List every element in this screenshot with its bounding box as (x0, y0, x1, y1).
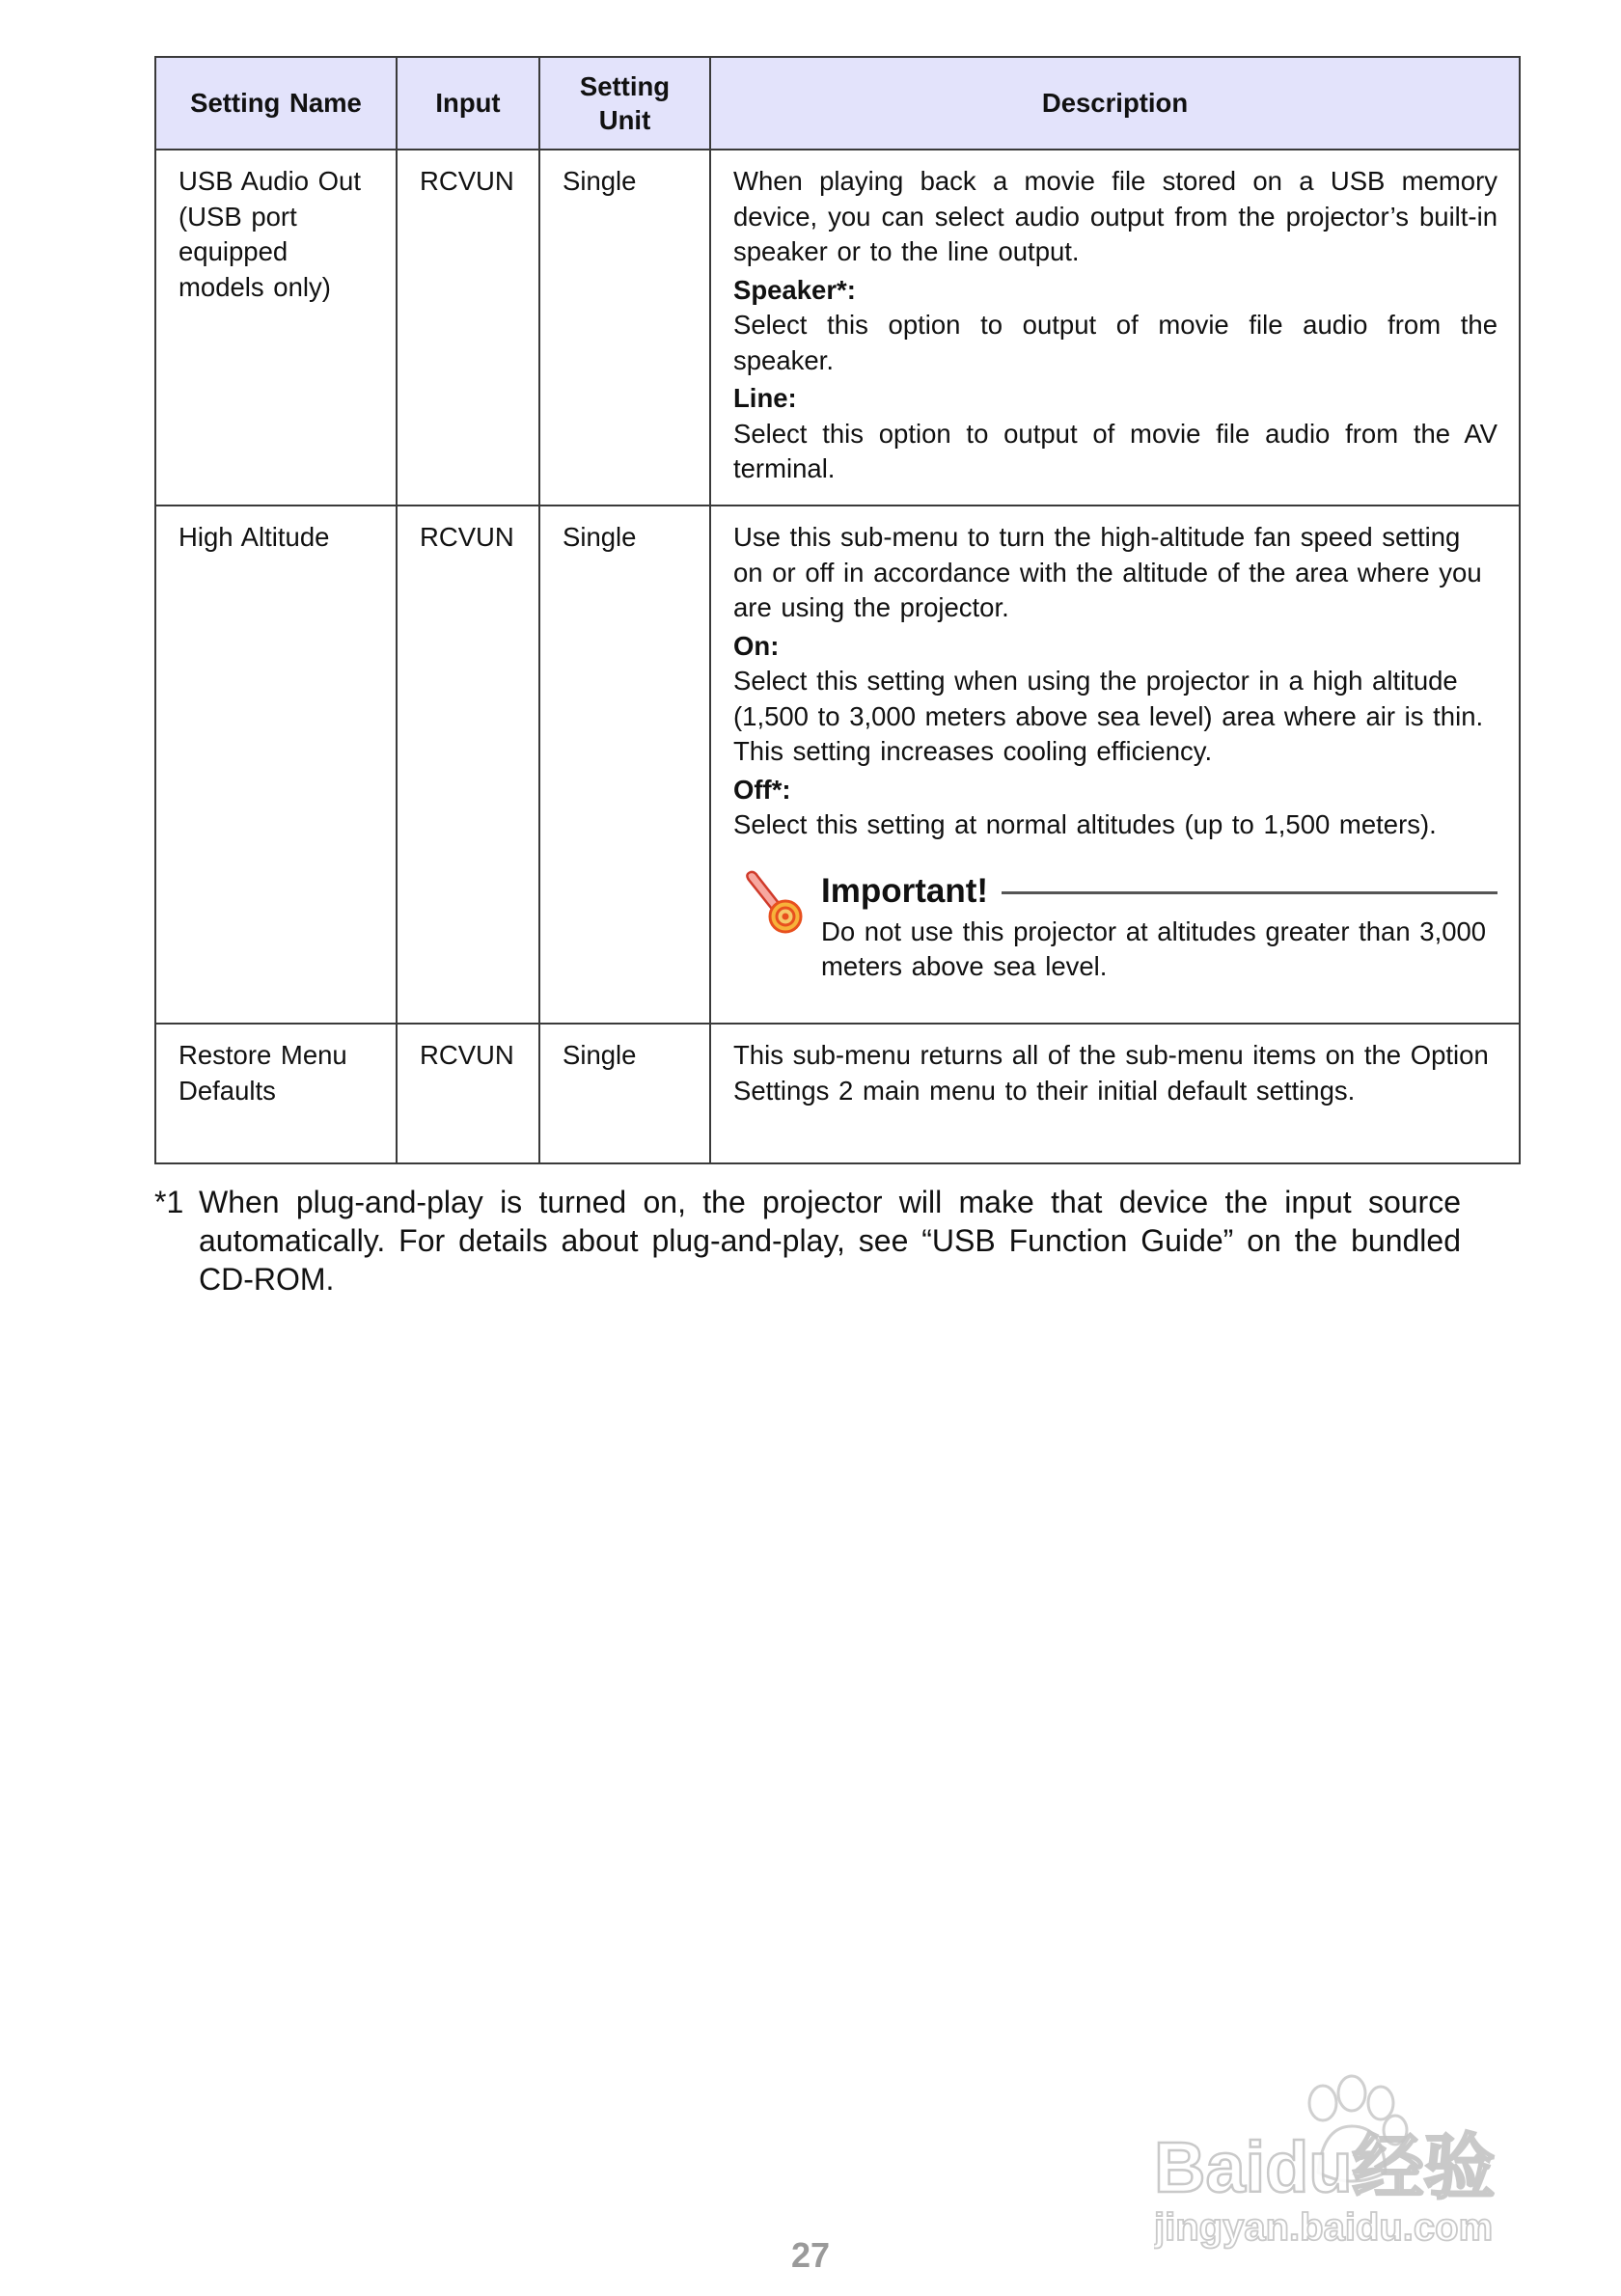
table-header-row (155, 57, 1520, 150)
description-cell (710, 150, 1520, 506)
table-row (155, 150, 1520, 506)
header-setting-unit (539, 57, 710, 150)
description-cell (710, 506, 1520, 1024)
baidu-watermark (1154, 2066, 1540, 2250)
setting-name-cell: High Altitude (155, 506, 397, 1024)
table-row (155, 1024, 1520, 1163)
description-intro: This sub-menu returns all of the sub-menu items on the Option Settings 2 main menu to their initial default settings. (733, 1040, 1489, 1106)
input-cell: RCVUN (397, 1024, 539, 1163)
page-number: 27 (790, 2235, 831, 2275)
input-cell: RCVUN (397, 150, 539, 506)
description-intro: Use this sub-menu to turn the high-altitude fan speed setting on or off in accordance with the altitude of the area where you are using the projector. (733, 522, 1482, 622)
option-label: Line: (733, 383, 797, 413)
description-cell (710, 1024, 1520, 1163)
important-pin-icon (743, 870, 816, 938)
option-text: Select this option to output of movie file audio from the AV terminal. (733, 418, 1497, 483)
footnote-mark: *1 (154, 1185, 184, 1219)
important-rule (1002, 891, 1497, 894)
header-input: Input (397, 57, 539, 150)
option-label: On: (733, 630, 780, 661)
important-notice (733, 870, 1497, 985)
option-text: Select this setting when using the projector in a high altitude (1,500 to 3,000 meters above sea level) area where air is thin. This setting increases cooling efficiency. (733, 666, 1484, 766)
option-label: Speaker*: (733, 274, 856, 305)
watermark-url: jingyan.baidu.com (1154, 2206, 1494, 2249)
footnote (154, 1183, 1461, 1298)
setting-name-cell (155, 150, 397, 506)
watermark-brand: Baidu经验 (1154, 2127, 1496, 2207)
setting-name-text: Restore Menu Defaults (179, 1040, 347, 1106)
important-heading (821, 870, 1497, 913)
description-intro: When playing back a movie file stored on a USB memory device, you can select audio output from the projector’s built-in speaker or to the line output. (733, 166, 1497, 266)
input-cell: RCVUN (397, 506, 539, 1024)
option-text: Select this option to output of movie file audio from the speaker. (733, 310, 1497, 375)
unit-cell: Single (539, 506, 710, 1024)
setting-name-text: USB Audio Out (USB port equipped models only) (179, 166, 361, 302)
important-title: Important! (821, 871, 989, 910)
unit-cell: Single (539, 1024, 710, 1163)
header-setting-unit-text: Setting Unit (579, 71, 671, 135)
table-row (155, 506, 1520, 1024)
unit-cell: Single (539, 150, 710, 506)
setting-name-cell (155, 1024, 397, 1163)
header-setting-name: Setting Name (155, 57, 397, 150)
header-description: Description (710, 57, 1520, 150)
footnote-text: When plug-and-play is turned on, the projector will make that device the input source automatically. For details about plug-and-play, see “USB Function Guide” on the bundled CD-ROM. (199, 1185, 1461, 1297)
settings-table (154, 56, 1521, 1164)
important-text: Do not use this projector at altitudes greater than 3,000 meters above sea level. (821, 916, 1487, 981)
option-label: Off*: (733, 774, 791, 805)
option-text: Select this setting at normal altitudes (up to 1,500 meters). (733, 809, 1437, 839)
